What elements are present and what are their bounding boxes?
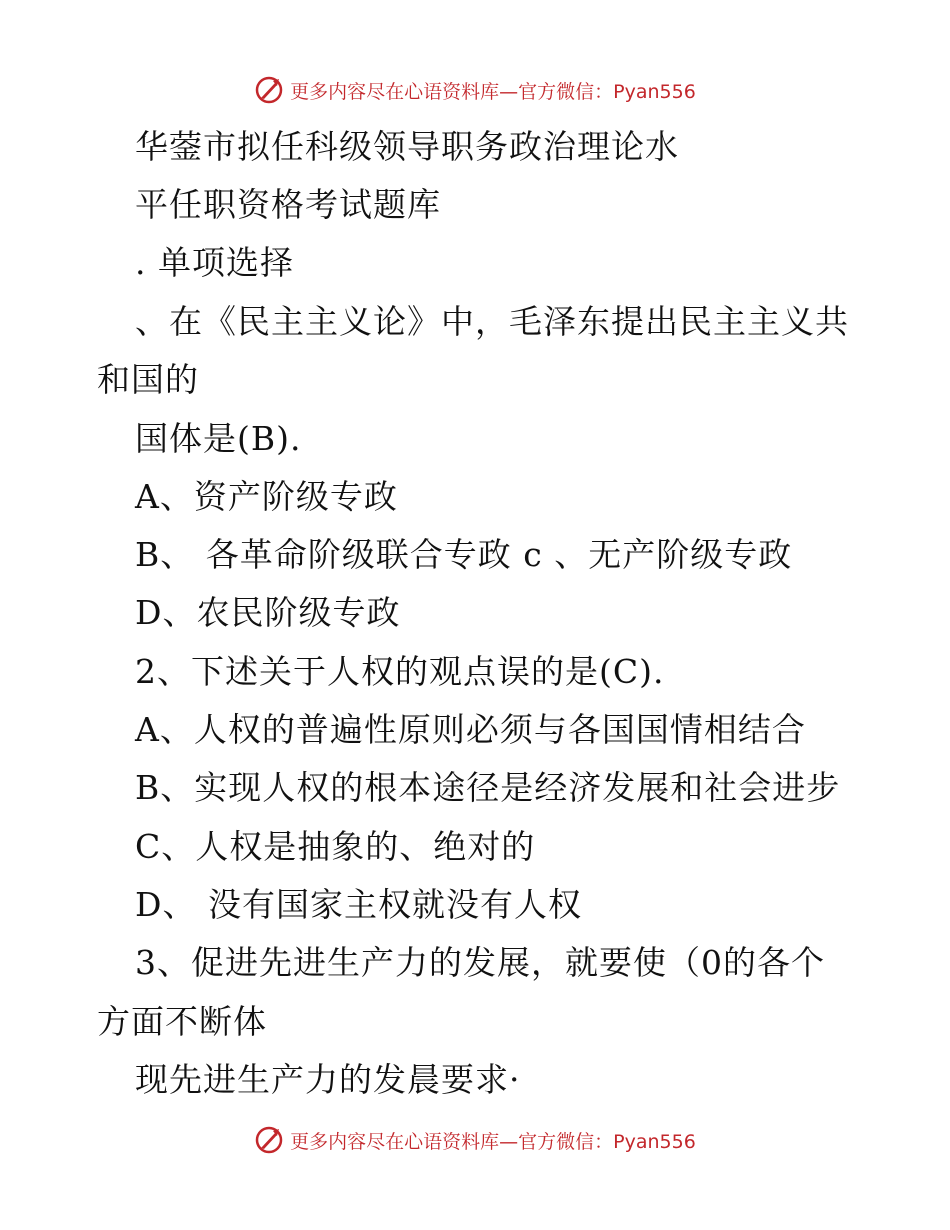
document-title-line-2: 平任职资格考试题库 (135, 185, 441, 224)
question-1-stem-end: 国体是(B). (135, 419, 302, 458)
question-3-stem-continued: 方面不断体 (97, 1002, 267, 1041)
question-2-option-b: B、实现人权的根本途径是经济发展和社会进步 (135, 768, 841, 807)
question-3-stem-end: 现先进生产力的发晨要求· (135, 1060, 521, 1099)
question-1-option-d: D、农民阶级专政 (135, 593, 401, 632)
question-2-option-a: A、人权的普遍性原则必须与各国国情相结合 (135, 710, 806, 749)
question-1-option-a: A、资产阶级专政 (135, 477, 398, 516)
question-2-stem: 2、下述关于人权的观点误的是(C). (135, 652, 665, 691)
quill-logo-icon (254, 1125, 284, 1155)
question-2-option-c: C、人权是抽象的、绝对的 (135, 827, 536, 866)
question-1-options-b-c: B、 各革命阶级联合专政 c 、无产阶级专政 (135, 535, 793, 574)
question-3-stem: 3、促进先进生产力的发展，就要使（0的各个 (135, 943, 825, 982)
footer-watermark-text: 更多内容尽在心语资料库—官方微信：Pyan556 (290, 1130, 696, 1153)
question-2-option-d: D、 没有国家主权就没有人权 (135, 885, 582, 924)
footer-watermark-banner (0, 1120, 950, 1160)
question-1-stem: 、在《民主主义论》中，毛泽东提出民主主义共 (135, 302, 849, 341)
document-title-line-1: 华蓥市拟任科级领导职务政治理论水 (135, 127, 679, 166)
section-heading: . 单项选择 (135, 243, 294, 282)
header-watermark-text: 更多内容尽在心语资料库—官方微信：Pyan556 (290, 80, 696, 103)
question-1-stem-continued: 和国的 (97, 360, 199, 399)
